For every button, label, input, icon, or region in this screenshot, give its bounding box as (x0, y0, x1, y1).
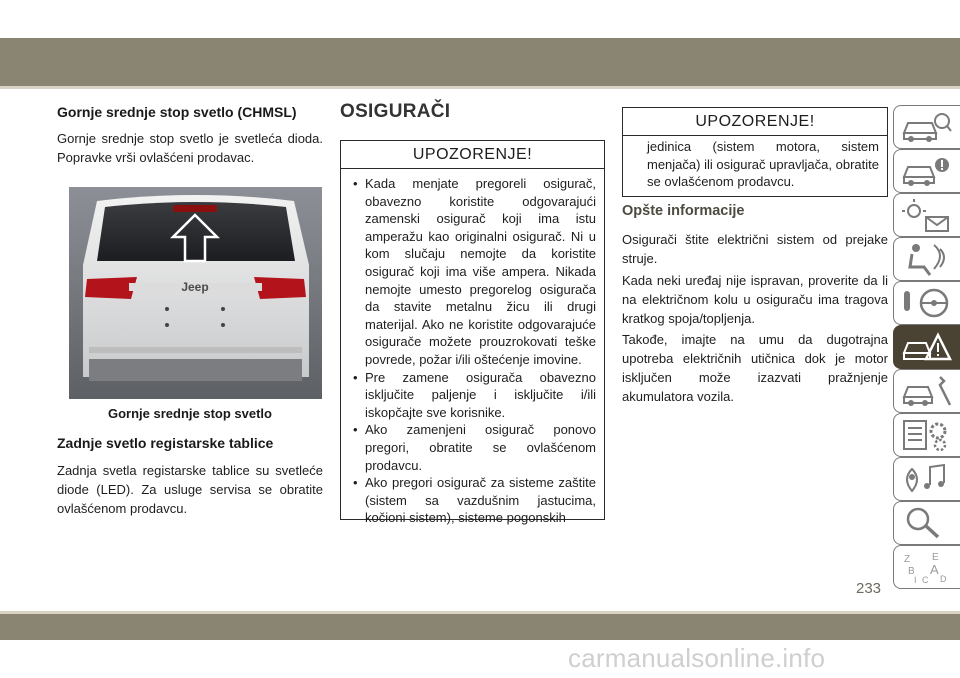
warning-list (341, 169, 604, 527)
svg-text:I: I (914, 575, 917, 585)
tab-seat-airbag[interactable] (893, 237, 960, 281)
tab-search[interactable] (893, 501, 960, 545)
car-alert-icon (900, 153, 952, 189)
list-gear-icon (900, 417, 952, 453)
tab-steering[interactable] (893, 281, 960, 325)
warning-continued-text: jedinica (sistem motora, sistem menjača) ili osigurač upravljača, obratite se ovlašćenom prodavcu. (647, 139, 879, 190)
seat-airbag-icon (900, 241, 952, 277)
chmsl-text: Gornje srednje stop svetlo je svetleća dioda. Popravke vrši ovlašćeni prodavac. (57, 131, 323, 165)
car-info-icon (900, 109, 952, 145)
jeep-logo: Jeep (181, 280, 209, 294)
top-band-line (0, 86, 960, 89)
fuses-heading: OSIGURAČI (340, 101, 451, 122)
svg-text:E: E (932, 552, 939, 563)
svg-text:Z: Z (904, 554, 911, 565)
magnifier-icon (900, 505, 952, 541)
tab-multimedia[interactable] (893, 457, 960, 501)
general-paragraph: Takođe, imajte na umu da dugotrajna upotreba električnih utičnica dok je motor isključen može izazvati pražnjenje akumulatora vozila. (622, 332, 888, 404)
car-wrench-icon (900, 373, 952, 409)
media-navigation-icon (900, 461, 952, 497)
tab-car-info[interactable] (893, 105, 960, 149)
general-paragraph: Osigurači štite električni sistem od prejake struje. (622, 232, 888, 266)
warning-light-message-icon (900, 197, 952, 233)
svg-text:B: B (908, 566, 915, 577)
tab-specifications[interactable] (893, 413, 960, 457)
plate-light-text: Zadnja svetla registarske tablice su svetleće diode (LED). Za usluge servisa se obratite ovlašćenom prodavcu. (57, 463, 323, 516)
page-number: 233 (856, 580, 882, 597)
continued-warning-box (622, 107, 888, 197)
warning-item: • Ako zamenjeni osigurač ponovo pregori, obratite se ovlašćenom prodavcu. (353, 421, 596, 474)
bottom-band (0, 614, 960, 640)
top-band (0, 38, 960, 86)
tab-index[interactable] (893, 545, 960, 589)
car-rear-photo (69, 187, 322, 399)
warning-title: UPOZORENJE! (623, 108, 887, 136)
tab-service[interactable] (893, 369, 960, 413)
chmsl-heading: Gornje srednje stop svetlo (CHMSL) (57, 104, 297, 120)
plate-light-heading: Zadnje svetlo registarske tablice (57, 435, 274, 451)
fuse-warning-box (340, 140, 605, 526)
general-info-heading: Opšte informacije (622, 203, 745, 219)
car-hazard-icon (900, 329, 952, 365)
alphabet-index-icon (900, 549, 952, 585)
warning-item: • Pre zamene osigurača obavezno isključite paljenje i isključite i/ili iskopčajte sve korisnike. (353, 369, 596, 422)
warning-title: UPOZORENJE! (341, 141, 604, 169)
tab-car-alert[interactable] (893, 149, 960, 193)
warning-item: • Ako pregori osigurač za sisteme zaštite (sistem sa vazdušnim jastucima, kočioni sistem), sisteme pogonskih (353, 474, 596, 527)
svg-text:D: D (940, 574, 947, 584)
general-paragraph: Kada neki uređaj nije ispravan, proverite da li na električnom kolu u osiguraču ima tragova kratkog spoja/topljenja. (622, 273, 888, 326)
tab-emergency[interactable] (893, 325, 960, 369)
svg-text:A: A (930, 562, 939, 577)
photo-caption: Gornje srednje stop svetlo (108, 406, 272, 421)
steering-wheel-icon (900, 285, 952, 321)
svg-text:C: C (922, 575, 929, 585)
warning-item: • Kada menjate pregoreli osigurač, obavezno koristite odgovarajući zamenski osigurač koji ima istu amperažu kao originalni osigurač. Ni u kom slučaju nemojte da koristite osigurač koji ima više ampera. Nikada nemojte umesto pregorelog osigurača da stavite metalnu žicu ili drugi materijal. Ako ne koristite odgovarajuće osigurače možete prouzrokovati teške povrede, požar i/ili oštećenje imovine. (353, 175, 596, 369)
watermark-text: carmanualsonline.info (568, 643, 826, 673)
tab-warning-lights[interactable] (893, 193, 960, 237)
